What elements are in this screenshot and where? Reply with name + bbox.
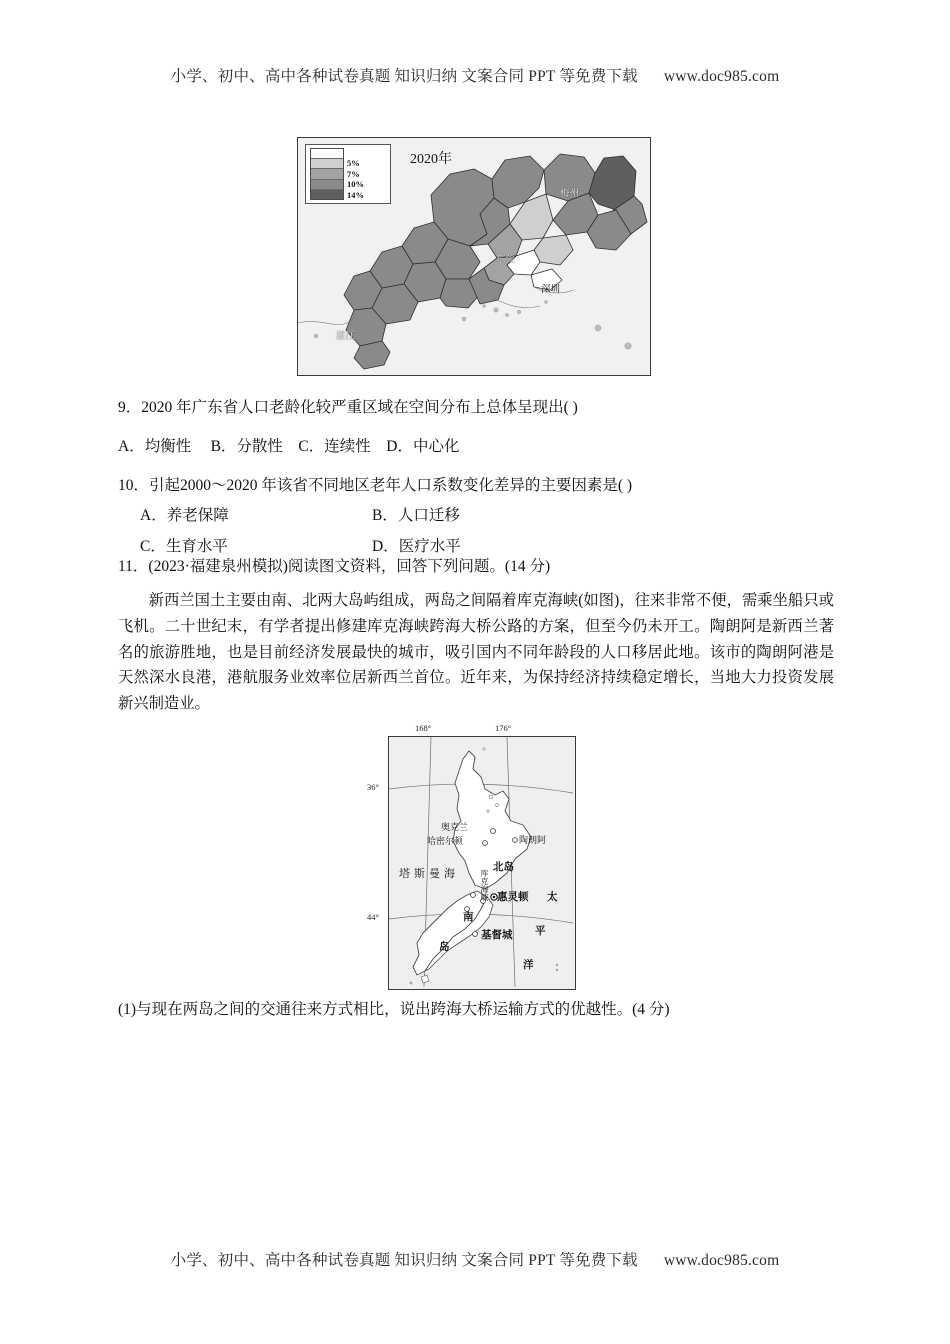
legend-label-2: 10% (347, 179, 364, 190)
question-10-number: 10． (118, 477, 150, 494)
legend-label-3: 14% (347, 189, 364, 200)
latitude-label-44: 44° (367, 912, 379, 922)
running-header-url: www.doc985.com (663, 68, 780, 85)
nz-label-cook-strait: 库克海峡 (480, 869, 489, 901)
nz-label-tasman-sea: 塔斯曼海 (399, 868, 459, 880)
nz-label-pacific-tai: 太 (547, 891, 558, 903)
question-10-stem (118, 476, 632, 496)
longitude-label-168: 168° (415, 723, 432, 733)
longitude-label-176: 176° (495, 723, 512, 733)
newzealand-map-svg (389, 737, 573, 987)
map-label-meizhou: 梅州 (560, 188, 580, 199)
nz-label-auckland: 奥克兰 (441, 822, 469, 832)
nz-label-south: 南 (463, 911, 474, 923)
question-9-stem (118, 398, 578, 418)
legend-label-column (347, 148, 364, 201)
nz-label-wellington: 惠灵顿 (497, 891, 529, 903)
figure-guangdong-map (297, 137, 651, 376)
running-footer (0, 1248, 950, 1270)
running-footer-url: www.doc985.com (663, 1252, 780, 1269)
map-label-zhanjiang: 湛江 (336, 331, 356, 342)
nz-label-pacific-ping: 平 (535, 925, 546, 937)
question-9-options[interactable]: A．均衡性 B．分散性 C．连续性 D．中心化 (118, 438, 460, 455)
running-footer-text: 小学、初中、高中各种试卷真题 知识归纳 文案合同 PPT 等免费下载 (170, 1252, 638, 1269)
legend-label-1: 7% (347, 168, 360, 179)
nz-label-island: 岛 (439, 941, 450, 953)
question-10-option-c[interactable]: C．生育水平 (140, 538, 228, 555)
question-10-text: 引起2000～2020 年该省不同地区老年人口系数变化差异的主要因素是( ) (149, 477, 633, 494)
nz-label-pacific-yang: 洋 (523, 959, 534, 971)
running-header-text: 小学、初中、高中各种试卷真题 知识归纳 文案合同 PPT 等免费下载 (170, 68, 638, 85)
nz-label-christchurch: 基督城 (481, 929, 513, 941)
question-11-sub-1: (1)与现在两岛之间的交通往来方式相比，说出跨海大桥运输方式的优越性。(4 分) (118, 1001, 670, 1018)
map-label-dongguan: 东莞 (496, 254, 516, 265)
nz-label-tauranga: 陶朗阿 (519, 835, 547, 845)
latitude-label-36: 36° (367, 782, 379, 792)
question-10-option-a[interactable]: A．养老保障 (140, 507, 229, 524)
question-9-text: 2020 年广东省人口老龄化较严重区域在空间分布上总体呈现出( ) (141, 399, 578, 416)
question-11-passage: 新西兰国土主要由南、北两大岛屿组成，两岛之间隔着库克海峡(如图)，往来非常不便，需乘坐船只或飞机。二十世纪末，有学者提出修建库克海峡跨海大桥公路的方案，但至今仍未开工。陶朗阿是新西兰著名的旅游胜地，也是目前经济发展最快的城市，吸引国内不同年龄段的人口移居此地。该市的陶朗阿港是天然深水良港，港航服务业效率位居新西兰首位。近年来，为保持经济持续稳定增长，当地大力投资发展新兴制造业。 (118, 592, 834, 713)
legend-label-0: 5% (347, 158, 360, 169)
map-legend (305, 144, 391, 204)
running-header (0, 64, 950, 86)
question-10-option-d[interactable]: D．医疗水平 (372, 538, 461, 555)
legend-swatch-column (310, 148, 344, 200)
question-10-option-row-1 (140, 500, 461, 531)
question-9-number: 9． (118, 399, 142, 416)
figure-newzealand-map (367, 723, 576, 990)
question-10-option-b[interactable]: B．人口迁移 (372, 507, 460, 524)
figure-year-title: 2020年 (410, 152, 452, 167)
question-10-options (140, 500, 461, 562)
nz-label-north-island: 北岛 (493, 861, 514, 873)
map-label-shenzhen: 深圳 (541, 284, 561, 295)
nz-label-hamilton: 哈密尔顿 (427, 836, 464, 846)
question-11-heading: 11．(2023·福建泉州模拟)阅读图文资料，回答下列问题。(14 分) (118, 558, 551, 575)
